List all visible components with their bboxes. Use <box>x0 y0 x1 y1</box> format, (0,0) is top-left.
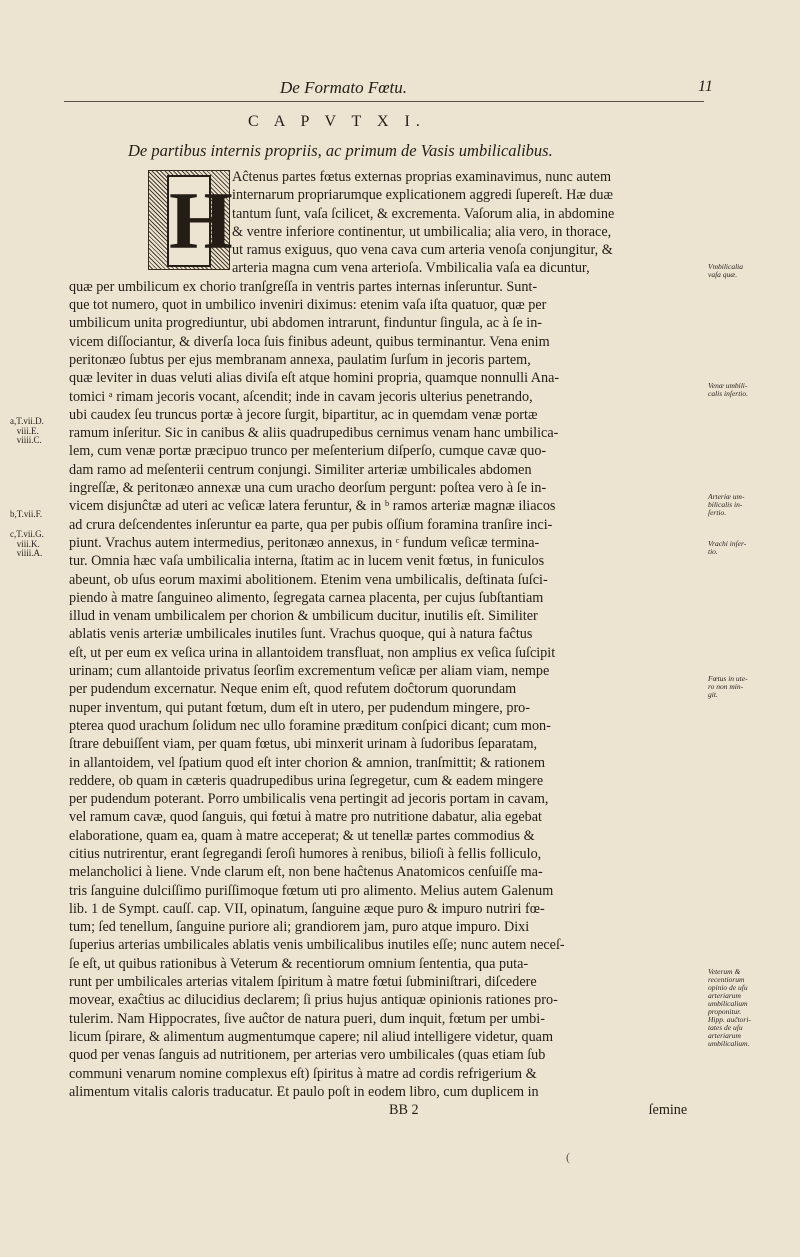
text-line: Aĉtenus partes fœtus externas proprias examinavimus, nunc autem <box>232 169 612 185</box>
text-line: illud in venam umbilicalem per chorion & umbilicum ducitur, inutilis eſt. Similiter <box>69 608 538 625</box>
text-line: ubi caudex ſeu truncus portæ à jecore ſurgit, bipartitur, ac in quemdam venæ portæ <box>69 406 538 423</box>
text-line: ſuperius arterias umbilicales ablatis venis umbilicalibus inutiles eſſe; nunc autem neceſ- <box>69 937 565 954</box>
text-line: ſe eſt, ut quibus rationibus à Veterum & recentiorum omnium ſententia, qua puta- <box>69 955 529 972</box>
text-line: ingreſſæ, & peritonæo annexæ una cum uracho deorſum pergunt: poſtea vero à ſe in- <box>69 480 547 497</box>
left-margin-note: a,T.vii.D. viii.E. viiii.C. <box>10 416 44 445</box>
text-line: citius nutrirentur, erant ſegregandi ſeroſi humores à renibus, bilioſi à fellis folliculo, <box>69 845 542 862</box>
text-line: vel ramum cavæ, quod ſanguis, qui fœtui à matre pro nutritione dabatur, alia egebat <box>69 809 542 826</box>
text-line: per pudendum excernatur. Neque enim eſt, quod refutem doĉtorum quorundam <box>69 681 517 698</box>
text-line: piendo à matre ſanguineo alimento, ſegregata carnea placenta, per cujus ſubſtantiam <box>69 589 544 606</box>
text-line: pterea quod urachum ſolidum nec ullo foramine præditum conſpici dicant; cum mon- <box>69 717 551 734</box>
text-line: internarum propriarumque explicationem aggredi ſupereſt. Hæ duæ <box>232 187 613 204</box>
text-line: ſtrare debuiſſent viam, per quam fœtus, ubi minxerit urinam à ſudoribus ſeparatam, <box>69 736 538 753</box>
text-line: tur. Omnia hæc vaſa umbilicalia interna, ſtatim ac in lucem venit fœtus, in funiculos <box>69 553 545 570</box>
running-head: De Formato Fœtu. <box>280 78 408 97</box>
right-margin-note: Arteriæ um- bilicalis in- ſertio. <box>708 492 745 517</box>
right-margin-note: Veterum & recentiorum opinio de uſu arteriarum umbilicalium proponitur. Hipp. auĉtori- tates de uſu arteriarum umbilicalium. <box>708 967 751 1048</box>
text-line: quæ per umbilicum ex chorio tranſgreſſa in ventris partes internas inſeruntur. Sunt- <box>69 278 538 295</box>
text-line: communi venarum nomine complexus eſt) ſpiritus à matre ad cordis refrigerium & <box>69 1065 537 1082</box>
text-line: ablatis venis arteriæ umbilicales inutiles ſunt. Vrachus quoque, qui à natura faĉtus <box>69 626 533 643</box>
chapter-heading: C A P V T X I. <box>248 113 426 130</box>
right-margin-note: Fœtus in ute- ro non min- git. <box>708 674 748 699</box>
catchword: ſemine <box>648 1102 688 1119</box>
text-line: tomici ᵃ rimam jecoris vocant, aſcendit; inde in cavam jecoris ulterius penetrando, <box>69 388 533 405</box>
text-line: alimentum vitalis caloris traducatur. Et paulo poſt in eodem libro, cum duplicem in <box>69 1083 539 1100</box>
text-line: abeunt, ob uſus eorum maximi abolitionem. Etenim vena umbilicalis, deſtinata ſuſci- <box>69 571 548 588</box>
paper-mark: ( <box>566 1150 570 1164</box>
text-line: per pudendum poterant. Porro umbilicalis vena pertingit ad jecoris portam in cavam, <box>69 791 549 808</box>
text-line: nuper inventum, qui putant fœtum, dum eſt in utero, per pudendum mingere, pro- <box>69 699 530 716</box>
text-line: quæ leviter in duas veluti alias diviſa eſt atque homini propria, quamque nonnulli Ana- <box>69 370 560 387</box>
left-margin-note: b,T.vii.F. <box>10 509 43 519</box>
text-line: arteria magna cum vena arterioſa. Vmbilicalia vaſa ea dicuntur, <box>232 260 590 277</box>
text-line: melancholici à liene. Vnde clarum eſt, non bene haĉtenus Anatomicos cenſuiſſe ma- <box>69 864 543 881</box>
text-line: tulerim. Nam Hippocrates, ſive auĉtor de natura pueri, dum inquit, fœtum per umbi- <box>69 1010 545 1027</box>
text-line: ut ramus exiguus, quo vena cava cum arteria venoſa conjungitur, & <box>232 242 613 259</box>
text-line: lem, cum venæ portæ præcipuo trunco per meſenterium diſperſo, cumque cavæ quo- <box>69 443 547 460</box>
text-line: ad crura deſcendentes inſeruntur ea parte, qua per pubis oſſium foramina tranſire inci- <box>69 516 553 533</box>
text-line: piunt. Vrachus autem intermedius, peritonæo annexus, in ᶜ fundum veſicæ termina- <box>69 534 540 551</box>
text-line: lib. 1 de Sympt. cauſſ. cap. VII, opinatum, ſanguine æque puro & impuro nutriri fœ- <box>69 900 545 917</box>
text-line: tum; ſed tenellum, ſanguine puriore ali; grandiorem jam, puro atque impuro. Dixi <box>69 919 530 936</box>
left-margin-note: c,T.vii.G. viii.K. viiii.A. <box>10 529 44 558</box>
text-line: umbilicum unita progrediuntur, ubi abdomen intrarunt, finduntur ſingula, ac à ſe in- <box>69 315 543 332</box>
text-line: eſt, ut per eum ex veſica urina in allantoidem transfluat, non amplius ex veſica ſuſcipit <box>69 644 556 661</box>
text-line: vicem diſſociantur, & diverſa loca ſuis finibus adeunt, quibus terminantur. Vena enim <box>69 333 550 350</box>
text-line: reddere, ob quam in cæteris quadrupedibus urina ſegregetur, cum & eadem mingere <box>69 772 544 789</box>
text-line: & ventre inferiore continentur, ut umbilicalia; alia vero, in thorace, <box>232 223 612 240</box>
text-line: tris ſanguine dulciſſimo puriſſimoque fœtum uti pro alimento. Melius autem Galenum <box>69 882 554 899</box>
text-line: que tot numero, quot in umbilico inveniri diximus: etenim vaſa iſta quatuor, quæ per <box>69 297 547 314</box>
right-margin-note: Vrachi inſer- tio. <box>708 539 747 556</box>
text-line: elaboratione, quam ea, quam à matre acceperat; & ut tenellæ partes commodius & <box>69 827 535 844</box>
text-line: vicem disjunĉtæ ad uteri ac veſicæ latera feruntur, & in ᵇ ramos arteriæ magnæ iliacos <box>69 498 556 515</box>
text-line: in allantoidem, vel ſpatium quod eſt inter chorion & amnion, tranſmittit; & rationem <box>69 754 545 771</box>
text-line: runt per umbilicales arterias vitalem ſpiritum à matre fœtui ſubminiſtrari, diſcedere <box>69 974 537 991</box>
text-line: ramum inſeritur. Sic in canibus & aliis quadrupedibus cernimus venam hanc umbilica- <box>69 425 559 442</box>
text-line: movear, exaĉtius ac dilucidius declarem; ſi prius hujus antiquæ opinionis rationes pro- <box>69 992 558 1009</box>
header-rule <box>64 101 704 102</box>
body-text <box>69 168 707 1119</box>
text-line: licum ſpirare, & alimentum augmentumque capere; nil aliud intelligere videtur, quam <box>69 1028 554 1045</box>
initial-letter: H <box>169 175 233 266</box>
page-number: 11 <box>698 78 713 95</box>
chapter-subtitle: De partibus internis propriis, ac primum de Vasis umbilicalibus. <box>128 141 553 160</box>
text-line: quod per venas ſanguis ad nutritionem, per arterias vero umbilicales (quas etiam ſub <box>69 1047 546 1064</box>
text-line: tantum ſunt, vaſa ſcilicet, & excrementa. Vaſorum alia, in abdomine <box>232 205 615 222</box>
text-line: dam ramo ad meſenterii centrum conjungi. Similiter arteriæ umbilicales abdomen <box>69 461 532 478</box>
signature-mark: BB 2 <box>389 1102 419 1119</box>
text-line: peritonæo ſubtus per ejus membranam annexa, paulatim ſurſum in jecoris partem, <box>69 351 531 368</box>
text-line: urinam; cum allantoide privatus ſeorſim excrementum veſicæ per aliam viam, nempe <box>69 663 550 680</box>
right-margin-note: Venæ umbili- calis inſertio. <box>708 381 748 398</box>
right-margin-note: Vmbilicalia vaſa quæ. <box>708 262 743 279</box>
signature-line <box>69 1101 707 1119</box>
